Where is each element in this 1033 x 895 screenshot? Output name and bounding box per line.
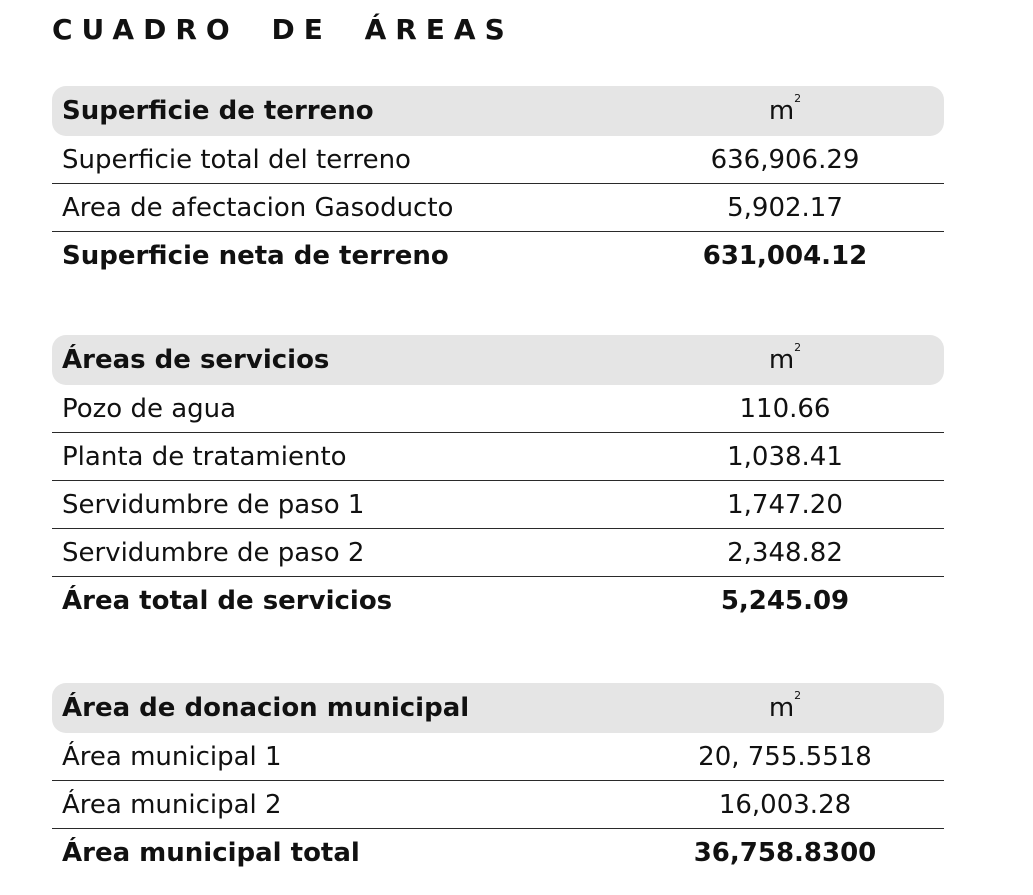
table-row xyxy=(52,781,944,829)
table-superficie-terreno xyxy=(52,86,944,280)
row-value: 636,906.29 xyxy=(710,144,860,175)
total-value: 36,758.8300 xyxy=(693,838,877,868)
table-row xyxy=(52,481,944,529)
section-header xyxy=(52,683,944,733)
total-row xyxy=(52,829,944,877)
total-label: Área total de servicios xyxy=(62,586,393,616)
row-value: 2,348.82 xyxy=(727,537,843,568)
row-value: 5,902.17 xyxy=(727,192,843,223)
row-value: 16,003.28 xyxy=(718,789,852,820)
row-value: 1,038.41 xyxy=(727,441,843,472)
total-row xyxy=(52,577,944,625)
table-area-donacion-municipal xyxy=(52,683,944,877)
unit-label: $m^2$ xyxy=(768,92,802,126)
section-header-label: Superficie de terreno xyxy=(62,96,374,126)
row-label: Servidumbre de paso 2 xyxy=(62,537,365,568)
row-label: Planta de tratamiento xyxy=(62,441,347,472)
page-title: CUADRO DE ÁREAS xyxy=(52,13,514,46)
row-value: 20, 755.5518 xyxy=(698,741,872,772)
section-header-label: Áreas de servicios xyxy=(62,345,330,375)
table-row xyxy=(52,733,944,781)
section-header xyxy=(52,335,944,385)
unit-label: $m^2$ xyxy=(768,341,802,375)
row-value: 1,747.20 xyxy=(727,489,843,520)
table-row xyxy=(52,433,944,481)
row-value: 110.66 xyxy=(739,393,831,424)
section-header xyxy=(52,86,944,136)
total-value: 5,245.09 xyxy=(720,586,850,616)
total-label: Área municipal total xyxy=(62,838,360,868)
total-row xyxy=(52,232,944,280)
row-label: Servidumbre de paso 1 xyxy=(62,489,365,520)
row-label: Pozo de agua xyxy=(62,393,237,424)
row-label: Área municipal 2 xyxy=(62,789,282,820)
row-label: Área municipal 1 xyxy=(62,741,282,772)
table-row xyxy=(52,136,944,184)
section-header-label: Área de donacion municipal xyxy=(62,693,470,723)
total-label: Superficie neta de terreno xyxy=(62,241,449,271)
table-row xyxy=(52,184,944,232)
unit-label: $m^2$ xyxy=(768,689,802,723)
table-areas-servicios xyxy=(52,335,944,625)
total-value: 631,004.12 xyxy=(702,241,868,271)
table-row xyxy=(52,385,944,433)
table-row xyxy=(52,529,944,577)
row-label: Area de afectacion Gasoducto xyxy=(62,192,454,223)
row-label: Superficie total del terreno xyxy=(62,144,411,175)
